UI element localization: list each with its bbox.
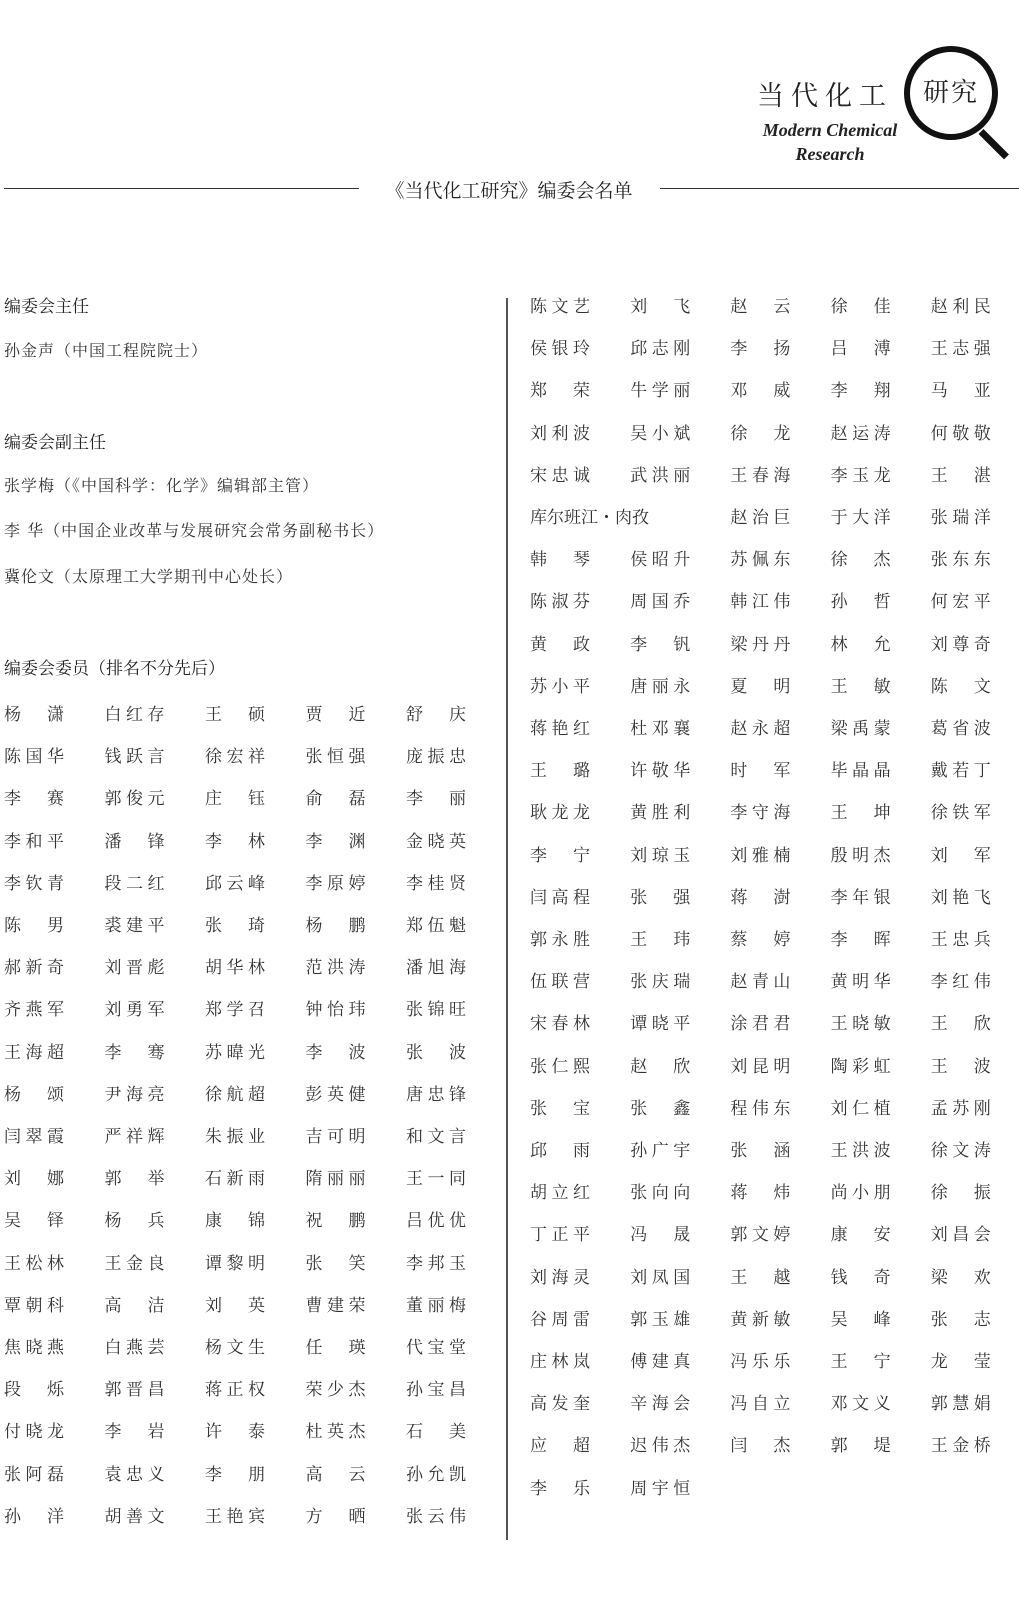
member-name: 何 敬 敬 xyxy=(930,423,991,444)
member-name: 康 安 xyxy=(830,1225,891,1246)
member-name: 闫 高 程 xyxy=(530,887,590,908)
member-name: 庄 钰 xyxy=(205,789,265,810)
member-name: 梁 欢 xyxy=(930,1267,991,1288)
member-name: 郭 俊 元 xyxy=(104,789,165,810)
member-name: 伍 联 营 xyxy=(530,972,590,993)
member-name: 吴 铎 xyxy=(4,1211,64,1232)
member-name: 杨 鹏 xyxy=(305,916,366,936)
vice-director-item: 李 华（中国企业改革与发展研究会常务副秘书长） xyxy=(4,521,385,540)
member-name: 李 波 xyxy=(305,1042,366,1063)
member-name: 王 金 良 xyxy=(104,1253,165,1274)
member-name: 庄 林 岚 xyxy=(530,1352,590,1372)
member-name: 李 渊 xyxy=(305,831,366,852)
member-name: 方 晒 xyxy=(305,1506,366,1527)
member-name: 郭 晋 昌 xyxy=(104,1380,165,1401)
member-name: 孟 苏 刚 xyxy=(930,1098,991,1119)
member-name: 李 年 银 xyxy=(830,887,891,908)
member-name: 陈 文 艺 xyxy=(530,297,590,317)
member-name: 高 发 奎 xyxy=(530,1394,590,1415)
member-name: 侯 昭 升 xyxy=(630,550,691,571)
member-name: 徐 龙 xyxy=(730,423,791,444)
member-name: 吕 溥 xyxy=(830,339,891,360)
member-name: 张 阿 磊 xyxy=(4,1464,64,1485)
vice-director-item: 冀伦文（太原理工大学期刊中心处长） xyxy=(4,567,294,586)
logo-cn-text: 当代化工 xyxy=(757,81,893,112)
member-name: 黄 胜 利 xyxy=(630,803,691,824)
member-name: 白 红 存 xyxy=(104,705,165,725)
logo-en-line1: Modern Chemical xyxy=(762,120,898,140)
member-name: 孙 广 宇 xyxy=(630,1141,691,1161)
member-name: 刘 昌 会 xyxy=(930,1225,991,1246)
member-name: 郭 举 xyxy=(104,1169,165,1190)
member-name: 覃 朝 科 xyxy=(4,1295,64,1316)
member-name: 武 洪 丽 xyxy=(630,465,691,486)
member-name: 刘 艳 飞 xyxy=(930,887,991,908)
member-name: 邱 志 刚 xyxy=(630,339,691,360)
member-name: 张 涵 xyxy=(730,1141,791,1161)
member-name: 王 艳 宾 xyxy=(205,1506,265,1527)
member-name: 吴 峰 xyxy=(830,1309,891,1330)
member-name: 钱 跃 言 xyxy=(104,747,165,768)
member-name: 张 志 xyxy=(930,1309,991,1330)
member-name: 赵 运 涛 xyxy=(830,423,891,444)
member-name: 王 硕 xyxy=(205,705,265,725)
member-name: 王 坤 xyxy=(830,803,891,824)
member-name: 俞 磊 xyxy=(305,789,366,810)
member-name: 王 春 海 xyxy=(730,465,791,486)
member-name: 唐 忠 锋 xyxy=(406,1084,466,1105)
member-name: 时 军 xyxy=(730,761,791,782)
member-name: 马 亚 xyxy=(930,381,991,402)
member-name: 李 原 婷 xyxy=(305,873,366,894)
member-name: 钱 奇 xyxy=(830,1267,891,1288)
member-name: 黄 新 敏 xyxy=(730,1309,791,1330)
member-name: 宋 忠 诚 xyxy=(530,465,590,486)
member-name: 刘 英 xyxy=(205,1295,265,1316)
member-name: 苏 暐 光 xyxy=(205,1042,265,1063)
member-name: 王 璐 xyxy=(530,761,590,782)
member-name: 谷 周 雷 xyxy=(530,1309,590,1330)
member-name: 张 波 xyxy=(406,1042,466,1063)
member-name: 于 大 洋 xyxy=(830,508,891,528)
vice-director-item: 张学梅（《中国科学：化学》编辑部主管） xyxy=(4,476,320,495)
member-name: 尚 小 朋 xyxy=(830,1183,891,1204)
logo-en-text xyxy=(745,118,915,166)
member-name: 王 宁 xyxy=(830,1352,891,1372)
member-name: 陶 彩 虹 xyxy=(830,1056,891,1077)
member-name: 王 波 xyxy=(930,1056,991,1077)
member-name: 裘 建 平 xyxy=(104,916,165,936)
member-name: 王 玮 xyxy=(630,930,691,950)
member-name: 刘 晋 彪 xyxy=(104,958,165,979)
member-name: 李 晖 xyxy=(830,930,891,950)
member-name: 杨 潇 xyxy=(4,705,64,725)
member-name: 陈 淑 芬 xyxy=(530,592,590,613)
member-name: 和 文 言 xyxy=(406,1127,466,1147)
member-name: 徐 杰 xyxy=(830,550,891,571)
member-name: 蔡 婷 xyxy=(730,930,791,950)
member-name: 刘 飞 xyxy=(630,297,691,317)
member-name: 隋 丽 丽 xyxy=(305,1169,366,1190)
member-name: 冯 自 立 xyxy=(730,1394,791,1415)
member-name: 孙 允 凯 xyxy=(406,1464,466,1485)
member-name: 程 伟 东 xyxy=(730,1098,791,1119)
member-name: 李 岩 xyxy=(104,1422,165,1443)
member-name: 贾 近 xyxy=(305,705,366,725)
vice-director-heading: 编委会副主任 xyxy=(4,433,106,453)
member-name: 王 洪 波 xyxy=(830,1141,891,1161)
member-name: 苏 小 平 xyxy=(530,676,590,697)
member-name: 焦 晓 燕 xyxy=(4,1338,64,1358)
member-name: 赵 欣 xyxy=(630,1056,691,1077)
member-name: 庞 振 忠 xyxy=(406,747,466,768)
member-name: 赵 利 民 xyxy=(930,297,991,317)
member-name: 李 和 平 xyxy=(4,831,64,852)
member-name: 夏 明 xyxy=(730,676,791,697)
column-divider xyxy=(506,298,508,1540)
member-name: 蒋 炜 xyxy=(730,1183,791,1204)
member-name: 张 锦 旺 xyxy=(406,1000,466,1021)
member-name: 黄 明 华 xyxy=(830,972,891,993)
member-name: 丁 正 平 xyxy=(530,1225,590,1246)
member-name: 舒 庆 xyxy=(406,705,466,725)
member-name: 张 笑 xyxy=(305,1253,366,1274)
member-name: 李 守 海 xyxy=(730,803,791,824)
member-name: 牛 学 丽 xyxy=(630,381,691,402)
member-name: 邱 云 峰 xyxy=(205,873,265,894)
member-name: 任 瑛 xyxy=(305,1338,366,1358)
member-name: 徐 佳 xyxy=(830,297,891,317)
member-name: 黄 政 xyxy=(530,634,590,655)
member-name: 蒋 艳 红 xyxy=(530,719,590,739)
member-name: 石 新 雨 xyxy=(205,1169,265,1190)
member-name: 王 松 林 xyxy=(4,1253,64,1274)
member-name: 齐 燕 军 xyxy=(4,1000,64,1021)
member-name: 迟 伟 杰 xyxy=(630,1436,691,1457)
member-name: 冯 晟 xyxy=(630,1225,691,1246)
member-name: 吉 可 明 xyxy=(305,1127,366,1147)
member-name: 李 丽 xyxy=(406,789,466,810)
member-name: 龙 莹 xyxy=(930,1352,991,1372)
member-name: 代 宝 堂 xyxy=(406,1338,466,1358)
member-name: 张 仁 熙 xyxy=(530,1056,590,1077)
member-name: 王 敏 xyxy=(830,676,891,697)
member-name: 荣 少 杰 xyxy=(305,1380,366,1401)
member-name: 刘 利 波 xyxy=(530,423,590,444)
member-name: 徐 航 超 xyxy=(205,1084,265,1105)
director-heading: 编委会主任 xyxy=(4,297,89,317)
member-name: 李 骞 xyxy=(104,1042,165,1063)
member-name: 刘 勇 军 xyxy=(104,1000,165,1021)
member-name: 李 林 xyxy=(205,831,265,852)
member-name: 吕 优 优 xyxy=(406,1211,466,1232)
member-name: 刘 尊 奇 xyxy=(930,634,991,655)
magnifier-handle xyxy=(979,129,1009,159)
member-name: 尹 海 亮 xyxy=(104,1084,165,1105)
member-name: 杨 文 生 xyxy=(205,1338,265,1358)
member-name: 刘 昆 明 xyxy=(730,1056,791,1077)
member-name: 张 瑞 洋 xyxy=(930,508,991,528)
member-name: 侯 银 玲 xyxy=(530,339,590,360)
member-name: 李 朋 xyxy=(205,1464,265,1485)
member-name: 郭 慧 娟 xyxy=(930,1394,991,1415)
member-name: 王 湛 xyxy=(930,465,991,486)
member-name: 孙 哲 xyxy=(830,592,891,613)
member-name: 张 琦 xyxy=(205,916,265,936)
member-name: 王 晓 敏 xyxy=(830,1014,891,1035)
member-name: 王 志 强 xyxy=(930,339,991,360)
member-name: 李 赛 xyxy=(4,789,64,810)
member-name: 吴 小 斌 xyxy=(630,423,691,444)
member-name: 葛 省 波 xyxy=(930,719,991,739)
member-name: 潘 锋 xyxy=(104,831,165,852)
member-name: 应 超 xyxy=(530,1436,590,1457)
member-name: 徐 宏 祥 xyxy=(205,747,265,768)
member-name: 何 宏 平 xyxy=(930,592,991,613)
member-name: 韩 江 伟 xyxy=(730,592,791,613)
member-name: 高 云 xyxy=(305,1464,366,1485)
member-name: 刘 琼 玉 xyxy=(630,845,691,866)
member-name: 周 国 乔 xyxy=(630,592,691,613)
member-name: 张 庆 瑞 xyxy=(630,972,691,993)
member-name: 李 钦 青 xyxy=(4,873,64,894)
member-name: 杨 颂 xyxy=(4,1084,64,1105)
director-item: 孙金声（中国工程院院士） xyxy=(4,341,209,360)
member-name: 邱 雨 xyxy=(530,1141,590,1161)
member-name: 徐 文 涛 xyxy=(930,1141,991,1161)
member-name: 李 翔 xyxy=(830,381,891,402)
member-name: 林 允 xyxy=(830,634,891,655)
member-name: 周 宇 恒 xyxy=(630,1478,691,1499)
member-name: 胡 华 林 xyxy=(205,958,265,979)
member-name: 彭 英 健 xyxy=(305,1084,366,1105)
member-name: 苏 佩 东 xyxy=(730,550,791,571)
member-name: 张 向 向 xyxy=(630,1183,691,1204)
member-name: 郑 荣 xyxy=(530,381,590,402)
member-name: 赵 云 xyxy=(730,297,791,317)
member-name: 王 越 xyxy=(730,1267,791,1288)
member-name: 石 美 xyxy=(406,1422,466,1443)
member-name: 梁 丹 丹 xyxy=(730,634,791,655)
member-name: 刘 仁 植 xyxy=(830,1098,891,1119)
member-name: 闫 杰 xyxy=(730,1436,791,1457)
member-name: 郭 文 婷 xyxy=(730,1225,791,1246)
member-name: 付 晓 龙 xyxy=(4,1422,64,1443)
title-rule-right xyxy=(660,188,1019,189)
member-name: 李 钒 xyxy=(630,634,691,655)
member-name: 蒋 澍 xyxy=(730,887,791,908)
member-name: 梁 禹 蒙 xyxy=(830,719,891,739)
member-name: 傅 建 真 xyxy=(630,1352,691,1372)
member-name: 郭 堤 xyxy=(830,1436,891,1457)
member-name: 潘 旭 海 xyxy=(406,958,466,979)
title-row xyxy=(0,176,1019,200)
member-name: 韩 琴 xyxy=(530,550,590,571)
member-name: 李 玉 龙 xyxy=(830,465,891,486)
member-name: 徐 振 xyxy=(930,1183,991,1204)
member-name: 袁 忠 义 xyxy=(104,1464,165,1485)
member-name: 郑 伍 魁 xyxy=(406,916,466,936)
member-name: 郑 学 召 xyxy=(205,1000,265,1021)
member-name: 刘 军 xyxy=(930,845,991,866)
member-name: 杜 邓 襄 xyxy=(630,719,691,739)
member-name: 赵 治 巨 xyxy=(730,508,791,528)
member-name: 朱 振 业 xyxy=(205,1127,265,1147)
member-name: 张 恒 强 xyxy=(305,747,366,768)
member-name: 邓 文 义 xyxy=(830,1394,891,1415)
member-name: 郭 玉 雄 xyxy=(630,1309,691,1330)
member-name: 陈 男 xyxy=(4,916,64,936)
member-name: 李 邦 玉 xyxy=(406,1253,466,1274)
title-rule-left xyxy=(4,188,359,189)
member-name: 蒋 正 权 xyxy=(205,1380,265,1401)
member-name: 祝 鹏 xyxy=(305,1211,366,1232)
member-name: 陈 国 华 xyxy=(4,747,64,768)
member-name: 李 扬 xyxy=(730,339,791,360)
member-name: 杨 兵 xyxy=(104,1211,165,1232)
member-name: 孙 宝 昌 xyxy=(406,1380,466,1401)
member-name: 刘 雅 楠 xyxy=(730,845,791,866)
member-name: 严 祥 辉 xyxy=(104,1127,165,1147)
member-name: 许 泰 xyxy=(205,1422,265,1443)
member-name: 高 洁 xyxy=(104,1295,165,1316)
magnifier-icon xyxy=(904,46,998,140)
member-name: 王 一 同 xyxy=(406,1169,466,1190)
member-name: 张 鑫 xyxy=(630,1098,691,1119)
member-name: 郝 新 奇 xyxy=(4,958,64,979)
member-name: 金 晓 英 xyxy=(406,831,466,852)
member-name: 康 锦 xyxy=(205,1211,265,1232)
member-name: 杜 英 杰 xyxy=(305,1422,366,1443)
member-name: 王 海 超 xyxy=(4,1042,64,1063)
member-name: 李 乐 xyxy=(530,1478,590,1499)
member-name: 胡 善 文 xyxy=(104,1506,165,1527)
member-name: 刘 凤 国 xyxy=(630,1267,691,1288)
member-name: 王 忠 兵 xyxy=(930,930,991,950)
members-heading: 编委会委员（排名不分先后） xyxy=(4,659,225,679)
member-name: 孙 洋 xyxy=(4,1506,64,1527)
member-name: 唐 丽 永 xyxy=(630,676,691,697)
member-name: 李 桂 贤 xyxy=(406,873,466,894)
member-name: 徐 铁 军 xyxy=(930,803,991,824)
logo-en-line2: Research xyxy=(795,144,865,164)
member-name: 张 宝 xyxy=(530,1098,590,1119)
member-name: 李 宁 xyxy=(530,845,590,866)
member-name: 宋 春 林 xyxy=(530,1014,590,1035)
logo-lens-text: 研究 xyxy=(922,78,979,108)
member-name: 谭 晓 平 xyxy=(630,1014,691,1035)
journal-logo xyxy=(745,42,1019,182)
member-name: 张 强 xyxy=(630,887,691,908)
member-name: 王 金 桥 xyxy=(930,1436,991,1457)
page-title: 《当代化工研究》编委会名单 xyxy=(385,180,633,202)
member-name: 王 欣 xyxy=(930,1014,991,1035)
member-name: 辛 海 会 xyxy=(630,1394,691,1415)
member-name: 涂 君 君 xyxy=(730,1014,791,1035)
member-name: 郭 永 胜 xyxy=(530,930,590,950)
member-name: 李 红 伟 xyxy=(930,972,991,993)
member-name: 邓 威 xyxy=(730,381,791,402)
member-name: 谭 黎 明 xyxy=(205,1253,265,1274)
member-name: 陈 文 xyxy=(930,676,991,697)
member-name: 毕 晶 晶 xyxy=(830,761,891,782)
member-name: 张 东 东 xyxy=(930,550,991,571)
member-name: 冯 乐 乐 xyxy=(730,1352,791,1372)
member-name: 胡 立 红 xyxy=(530,1183,590,1204)
member-name: 段 二 红 xyxy=(104,873,165,894)
member-name: 刘 娜 xyxy=(4,1169,64,1190)
member-name: 曹 建 荣 xyxy=(305,1295,366,1316)
member-name: 赵 永 超 xyxy=(730,719,791,739)
member-name: 董 丽 梅 xyxy=(406,1295,466,1316)
member-name: 段 烁 xyxy=(4,1380,64,1401)
member-name: 张 云 伟 xyxy=(406,1506,466,1527)
member-name: 殷 明 杰 xyxy=(830,845,891,866)
member-name: 范 洪 涛 xyxy=(305,958,366,979)
member-name: 刘 海 灵 xyxy=(530,1267,590,1288)
member-name: 钟 怡 玮 xyxy=(305,1000,366,1021)
member-name: 赵 青 山 xyxy=(730,972,791,993)
member-name: 库尔班江・肉孜 xyxy=(530,508,649,528)
member-name: 戴 若 丁 xyxy=(930,761,991,782)
member-name: 耿 龙 龙 xyxy=(530,803,590,824)
member-name: 白 燕 芸 xyxy=(104,1338,165,1358)
member-name: 许 敬 华 xyxy=(630,761,691,782)
member-name: 闫 翠 霞 xyxy=(4,1127,64,1147)
